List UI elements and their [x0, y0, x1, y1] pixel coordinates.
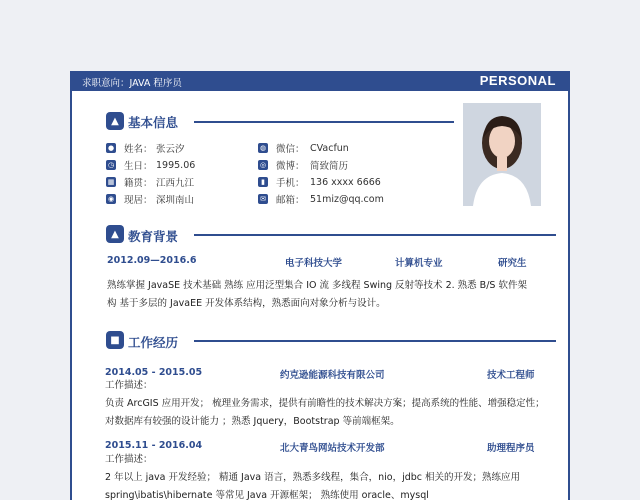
education-school: 电子科技大学 [285, 258, 343, 269]
section-divider [194, 340, 556, 342]
education-description: 熟练掌握 JavaSE 技术基础 熟练 应用泛型集合 IO 流 多线程 Swing 反射等技术 2. 熟悉 B/S 软件架 构 基于多层的 JavaEE 开发体系结构，熟悉面向对象分析与设计。 [107, 280, 527, 309]
section-title-basic: 基本信息 [128, 115, 179, 130]
info-name: ● 姓名： 张云汐 [107, 144, 185, 155]
info-phone: ▮ 手机： 136 xxxx 6666 [258, 175, 305, 189]
briefcase-icon: ■ [106, 331, 124, 349]
info-birthday: ◷ 生日： 1995.06 [107, 159, 196, 172]
section-divider [194, 234, 556, 236]
location-icon: ◉ [107, 195, 115, 203]
info-wechat: ◍ 微信： CVacfun [259, 142, 349, 155]
job-period: 2015.11 - 2016.04 [105, 440, 203, 451]
section-divider [194, 121, 454, 123]
section-title-work: 工作经历 [128, 335, 179, 350]
job-company: 约克逊能源科技有限公司 [280, 370, 385, 381]
profile-photo [463, 103, 541, 206]
email-icon: ✉ [258, 194, 268, 204]
info-hometown: ▦ 籍贯： 江西九江 [107, 178, 195, 189]
person-icon: ● [107, 144, 115, 152]
phone-icon: ▮ [258, 177, 268, 187]
info-weibo: ◎ 微博： 简致简历 [259, 161, 349, 172]
education-degree: 研究生 [498, 258, 527, 269]
education-major: 计算机专业 [395, 258, 443, 269]
section-title-education: 教育背景 [128, 229, 179, 244]
job-description: 工作描述： 2 年以上 java 开发经验； 精通 Java 语言，熟悉多线程，集合，nio，jdbc 相关的开发；熟练应用 spring\ibatis\hibernate 等常见 Java 开源框架； 熟练使用 oracle、mysql [105, 454, 521, 500]
weibo-icon: ◎ [259, 161, 267, 169]
calendar-icon: ▦ [107, 178, 115, 186]
personal-badge: PERSONAL [479, 73, 556, 88]
header-bar [70, 71, 570, 91]
job-description: 工作描述： 负责 ArcGIS 应用开发； 梳理业务需求，提供有前瞻性的技术解决方案；提高系统的性能、增强稳定性； 对数据库有较强的设计能力 ；熟悉 Jquery，Bootstrap 等前端框架。 [105, 380, 545, 427]
job-role: 助理程序员 [487, 443, 535, 454]
resume-sheet [70, 71, 570, 500]
clock-icon: ◷ [107, 161, 115, 169]
job-intent: 求职意向：JAVA 程序员 [82, 78, 182, 89]
info-email: ✉ 邮箱： 51miz@qq.com [258, 192, 305, 206]
info-residence: ◉ 现居： 深圳南山 [107, 195, 195, 206]
job-role: 技术工程师 [487, 370, 535, 381]
job-company: 北大青鸟网站技术开发部 [280, 443, 385, 454]
wechat-icon: ◍ [259, 144, 267, 152]
graduation-cap-icon: ▲ [106, 225, 124, 243]
graduation-cap-icon: ▲ [106, 112, 124, 130]
job-period: 2014.05 - 2015.05 [105, 367, 203, 378]
education-period: 2012.09—2016.6 [107, 255, 197, 266]
